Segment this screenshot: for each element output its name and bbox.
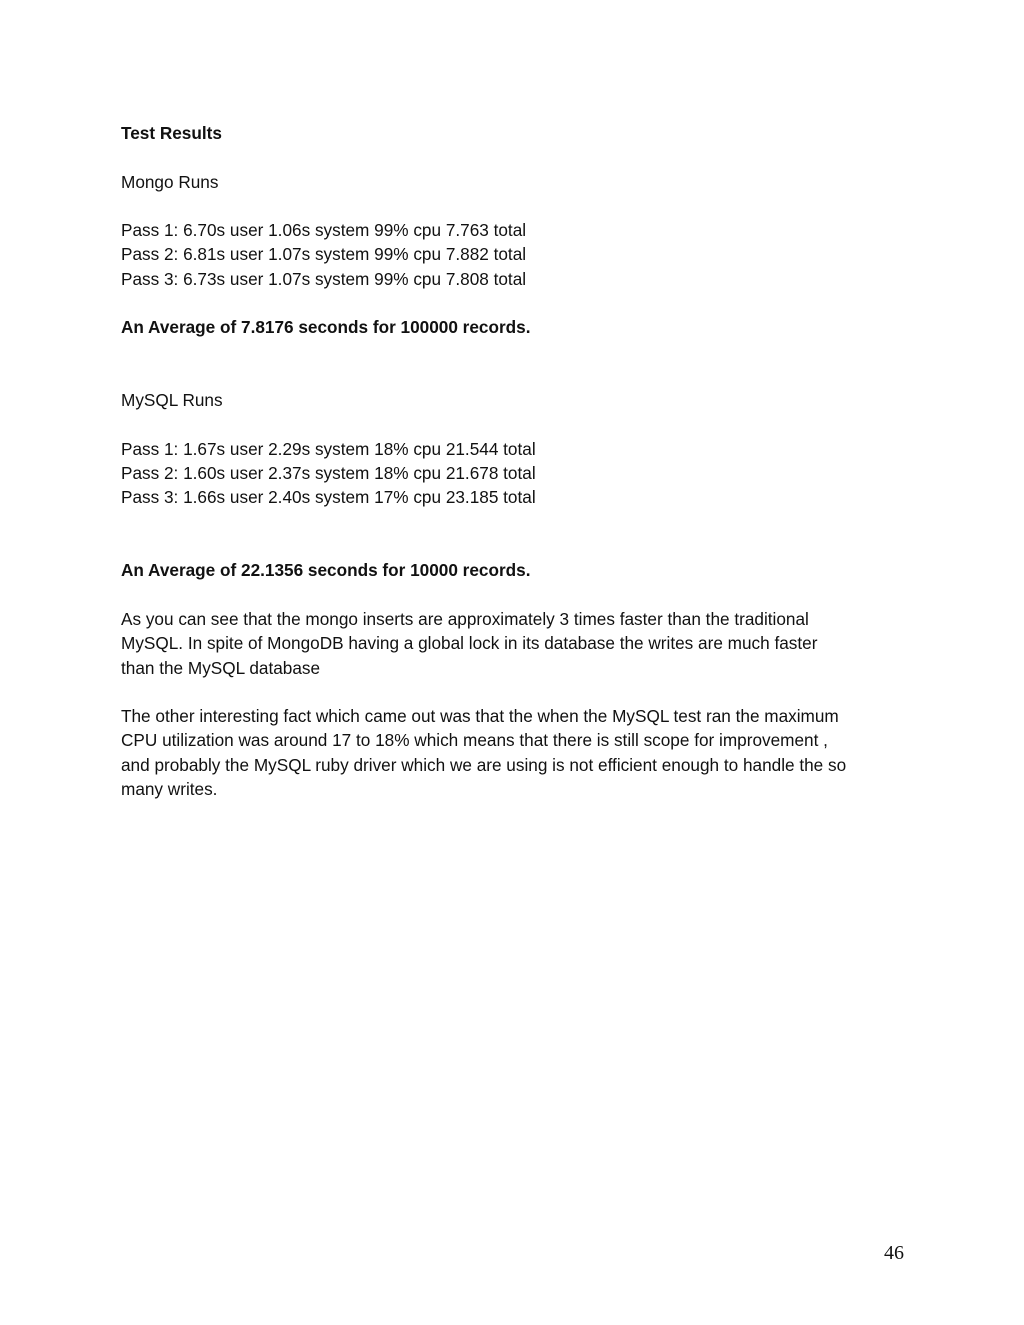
mysql-average: An Average of 22.1356 seconds for 10000 records. xyxy=(121,560,531,581)
mysql-pass-3: Pass 3: 1.66s user 2.40s system 17% cpu 23.185 total xyxy=(121,487,536,508)
mysql-runs-label: MySQL Runs xyxy=(121,390,223,411)
section-heading: Test Results xyxy=(121,123,222,143)
mysql-pass-2: Pass 2: 1.60s user 2.37s system 18% cpu 21.678 total xyxy=(121,463,536,484)
paragraph-line: As you can see that the mongo inserts are approximately 3 times faster than the traditional xyxy=(121,608,809,629)
paragraph-line: CPU utilization was around 17 to 18% which means that there is still scope for improvement , xyxy=(121,730,828,751)
comparison-paragraph xyxy=(121,607,911,680)
mongo-pass-1: Pass 1: 6.70s user 1.06s system 99% cpu 7.763 total xyxy=(121,220,527,241)
page-number: 46 xyxy=(884,1242,904,1264)
paragraph-line: MySQL. In spite of MongoDB having a global lock in its database the writes are much faster xyxy=(121,633,818,654)
paragraph-line: many writes. xyxy=(121,779,218,800)
mongo-pass-3: Pass 3: 6.73s user 1.07s system 99% cpu 7.808 total xyxy=(121,268,527,289)
mongo-pass-2: Pass 2: 6.81s user 1.07s system 99% cpu 7.882 total xyxy=(121,244,527,265)
cpu-observation-paragraph xyxy=(121,704,911,801)
mysql-pass-1: Pass 1: 1.67s user 2.29s system 18% cpu 21.544 total xyxy=(121,438,536,459)
mongo-average: An Average of 7.8176 seconds for 100000 records. xyxy=(121,317,531,338)
paragraph-line: than the MySQL database xyxy=(121,657,321,678)
paragraph-line: and probably the MySQL ruby driver which we are using is not efficient enough to handle the so xyxy=(121,754,847,775)
mongo-runs-label: Mongo Runs xyxy=(121,171,219,192)
page-content xyxy=(121,121,911,801)
paragraph-line: The other interesting fact which came out was that the when the MySQL test ran the maximum xyxy=(121,706,839,727)
